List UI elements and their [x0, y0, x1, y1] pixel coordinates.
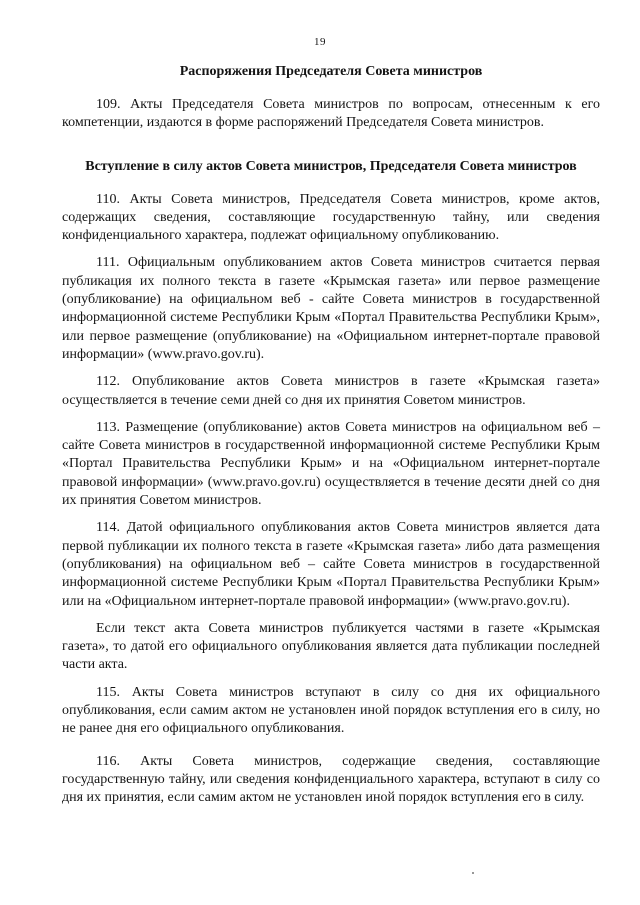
scan-speck [472, 872, 474, 874]
section-heading-chairman-orders: Распоряжения Председателя Совета министров [179, 64, 483, 79]
page-number: 19 [314, 36, 326, 48]
document-body [62, 62, 600, 808]
section-heading-entry-into-force: Вступление в силу актов Совета министров, Председателя Совета министров [85, 158, 577, 174]
paragraph-110: 110. Акты Совета министров, Председателя Совета министров, кроме актов, содержащих сведения, составляющие государственную тайну, или сведения конфиденциального характера, подлежат официальному опубликованию. [62, 191, 600, 244]
paragraph-113: 113. Размещение (опубликование) актов Совета министров на официальном веб – сайте Совета министров в государственной информационной системе Республики Крым «Портал Правительства Республики Крым» и на «Официальном интернет-портале правовой информации» (www.pravo.gov.ru) осуществляется в течение десяти дней со дня их принятия Советом министров. [62, 419, 600, 509]
paragraph-109: 109. Акты Председателя Совета министров по вопросам, отнесенным к его компетенции, издаются в форме распоряжений Председателя Совета министров. [62, 97, 600, 131]
paragraph-112: 112. Опубликование актов Совета министров в газете «Крымская газета» осуществляется в течение семи дней со дня их принятия Советом министров. [62, 374, 600, 408]
paragraph-115: 115. Акты Совета министров вступают в силу со дня их официального опубликования, если самим актом не установлен иной порядок вступления его в силу, но не ранее дня его официального опубликования. [62, 684, 600, 737]
paragraph-111: 111. Официальным опубликованием актов Совета министров считается первая публикация их полного текста в газете «Крымская газета» или первое размещение (опубликование) на официальном веб - сайте Совета министров в государственной информационной системе Республики Крым «Портал Правительства Республики Крым», или первое размещение (опубликование) на «Официальном интернет-портале правовой информации» (www.pravo.gov.ru). [62, 255, 600, 362]
paragraph-114: 114. Датой официального опубликования актов Совета министров является дата первой публикации их полного текста в газете «Крымская газета» либо дата размещения (опубликования) на официальном веб – сайте Совета министров в государственной информационной системе Республики Крым «Портал Правительства Республики Крым» или на «Официальном интернет-портале правовой информации» (www.pravo.gov.ru). [62, 520, 600, 609]
paragraph-114-continued: Если текст акта Совета министров публикуется частями в газете «Крымская газета», то датой его официального опубликования является дата публикации последней части акта. [62, 620, 600, 673]
paragraph-116: 116. Акты Совета министров, содержащие сведения, составляющие государственную тайну, или сведения конфиденциального характера, вступают в силу со дня их принятия, если самим актом не установлен иной порядок вступления его в силу. [62, 753, 600, 806]
